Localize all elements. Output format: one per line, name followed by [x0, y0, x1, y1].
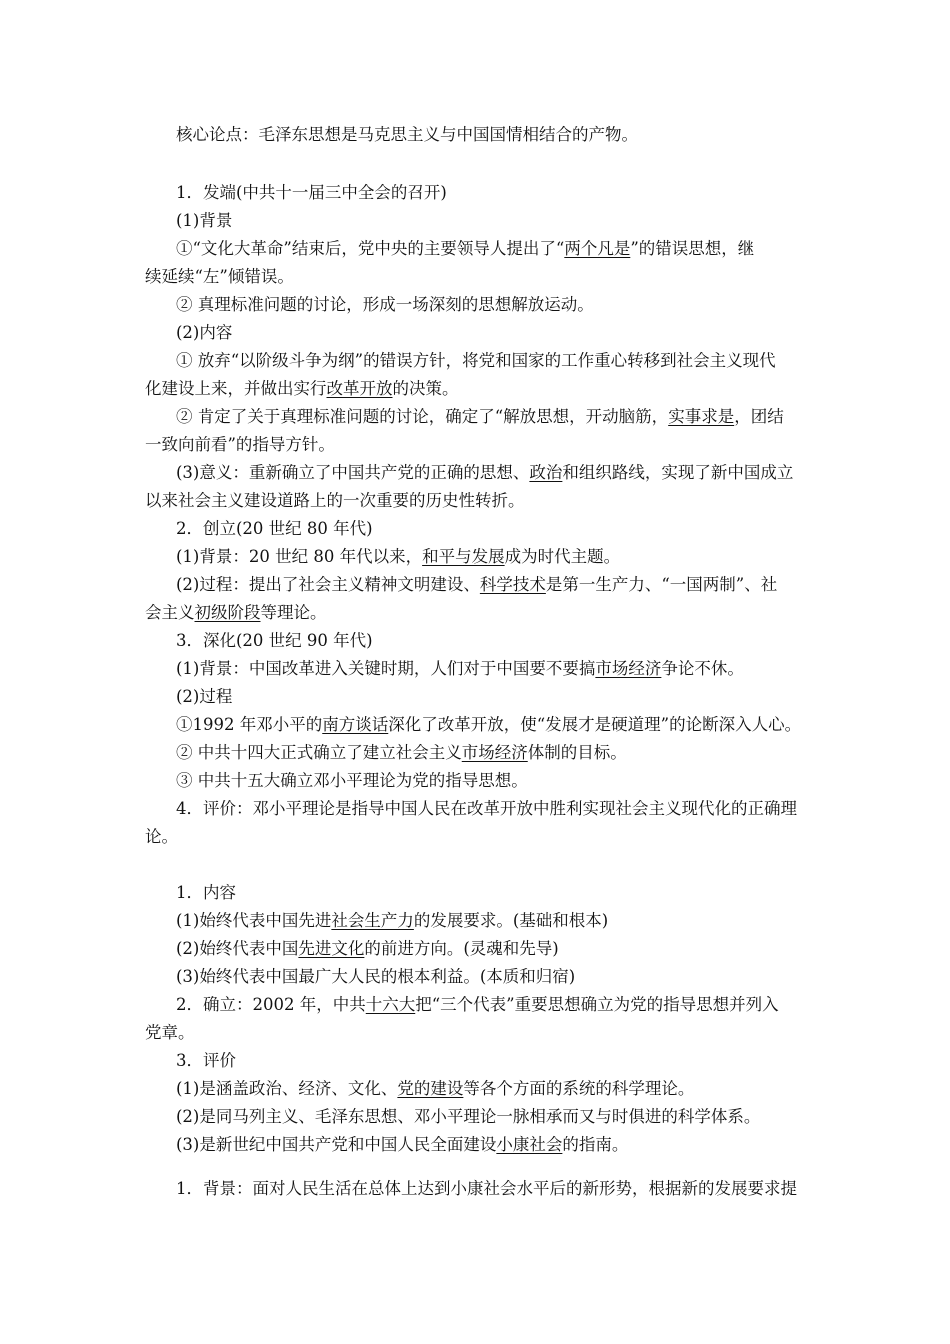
section-title: 2．创立(20 世纪 80 年代) [176, 519, 373, 538]
paragraph-line: ① 放弃“以阶级斗争为纲”的错误方针，将党和国家的工作重心转移到社会主义现代 [176, 351, 776, 370]
paragraph-line: 续延续“左”倾错误。 [145, 267, 294, 286]
underlined-term: 市场经济 [461, 743, 528, 762]
core-argument: 核心论点：毛泽东思想是马克思主义与中国国情相结合的产物。 [176, 125, 638, 144]
underlined-term: 政治 [529, 463, 563, 482]
underlined-term: 市场经济 [595, 659, 662, 678]
paragraph-line: ② 中共十四大正式确立了建立社会主义市场经济体制的目标。 [176, 743, 627, 762]
paragraph-line: (3)意义：重新确立了中国共产党的正确的思想、政治和组织路线，实现了新中国成立 [176, 463, 794, 482]
paragraph-line: ② 肯定了关于真理标准问题的讨论，确定了“解放思想，开动脑筋，实事求是，团结 [176, 407, 784, 426]
subheading: (1)背景 [176, 211, 233, 230]
underlined-term: 和平与发展 [422, 547, 505, 566]
underlined-term: 先进文化 [298, 939, 365, 958]
paragraph-line: 一致向前看”的指导方针。 [145, 435, 335, 454]
section-title: 1．背景：面对人民生活在总体上达到小康社会水平后的新形势，根据新的发展要求提 [176, 1179, 797, 1198]
paragraph-line: 论。 [145, 827, 178, 846]
underlined-term: 两个凡是 [564, 239, 631, 258]
underlined-term: 初级阶段 [194, 603, 261, 622]
underlined-term: 小康社会 [496, 1135, 563, 1154]
paragraph-line: ①“文化大革命”结束后，党中央的主要领导人提出了“两个凡是”的错误思想，继 [176, 239, 755, 258]
paragraph-line: 化建设上来，并做出实行改革开放的决策。 [145, 379, 459, 398]
section-title: 3．深化(20 世纪 90 年代) [176, 631, 373, 650]
paragraph-line: (2)过程：提出了社会主义精神文明建设、科学技术是第一生产力、“一国两制”、社 [176, 575, 778, 594]
section-title: 1．发端(中共十一届三中全会的召开) [176, 183, 447, 202]
underlined-term: 改革开放 [326, 379, 393, 398]
paragraph-line: 党章。 [145, 1023, 195, 1042]
underlined-term: 党的建设 [397, 1079, 464, 1098]
paragraph-line: 会主义初级阶段等理论。 [145, 603, 327, 622]
paragraph-line: (1)背景：20 世纪 80 年代以来，和平与发展成为时代主题。 [176, 547, 621, 566]
section-title: 1．内容 [176, 883, 236, 902]
underlined-term: 十六大 [365, 995, 416, 1014]
section-title: 4．评价：邓小平理论是指导中国人民在改革开放中胜利实现社会主义现代化的正确理 [176, 799, 797, 818]
section-title: 2．确立：2002 年，中共十六大把“三个代表”重要思想确立为党的指导思想并列入 [176, 995, 779, 1014]
paragraph-line: (1)是涵盖政治、经济、文化、党的建设等各个方面的系统的科学理论。 [176, 1079, 695, 1098]
section-title: 3．评价 [176, 1051, 236, 1070]
underlined-term: 实事求是 [668, 407, 735, 426]
paragraph-line: (1)始终代表中国先进社会生产力的发展要求。(基础和根本) [176, 911, 609, 930]
paragraph-line: (2)始终代表中国先进文化的前进方向。(灵魂和先导) [176, 939, 559, 958]
paragraph-line: (3)是新世纪中国共产党和中国人民全面建设小康社会的指南。 [176, 1135, 629, 1154]
paragraph-line: ③ 中共十五大确立邓小平理论为党的指导思想。 [176, 771, 528, 790]
paragraph-line: (2)是同马列主义、毛泽东思想、邓小平理论一脉相承而又与时俱进的科学体系。 [176, 1107, 761, 1126]
paragraph-line: 以来社会主义建设道路上的一次重要的历史性转折。 [145, 491, 525, 510]
paragraph-line: ①1992 年邓小平的南方谈话深化了改革开放，使“发展才是硬道理”的论断深入人心。 [176, 715, 802, 734]
underlined-term: 科学技术 [479, 575, 546, 594]
subheading: (2)内容 [176, 323, 233, 342]
underlined-term: 南方谈话 [322, 715, 389, 734]
paragraph-line: ② 真理标准问题的讨论，形成一场深刻的思想解放运动。 [176, 295, 594, 314]
paragraph-line: (1)背景：中国改革进入关键时期，人们对于中国要不要搞市场经济争论不休。 [176, 659, 744, 678]
subheading: (2)过程 [176, 687, 233, 706]
paragraph-line: (3)始终代表中国最广大人民的根本利益。(本质和归宿) [176, 967, 576, 986]
underlined-term: 社会生产力 [331, 911, 414, 930]
